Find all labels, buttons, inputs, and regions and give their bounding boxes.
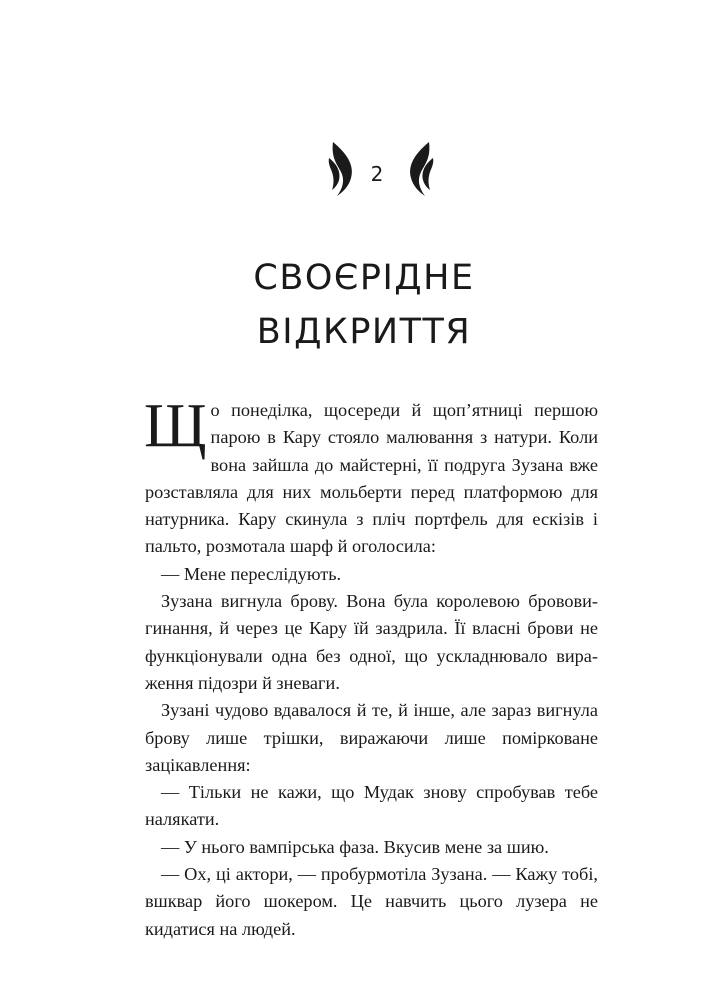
paragraph-2: — Мене переслідують.	[161, 563, 342, 584]
chapter-body-text	[144, 392, 598, 943]
chapter-heading-mark	[0, 138, 728, 208]
paragraph-1	[144, 392, 598, 561]
drop-cap: Щ	[144, 392, 207, 460]
left-flame-ornament-icon	[325, 138, 365, 198]
paragraph-5: — Тільки не кажи, що Мудак знову спробував тебе налякати.	[145, 782, 598, 830]
chapter-title	[0, 251, 728, 359]
chapter-title-line-1: СВОЄРІДНЕ	[253, 258, 475, 299]
chapter-number: 2	[370, 162, 384, 186]
paragraph-7: — Ох, ці актори, — пробурмотіла Зузана. — Кажу тобі, вшквар його шокером. Це навчить цього лузера не кидатися на людей.	[145, 864, 598, 939]
paragraph-1-text: о понеділка, щосереди й щоп’ятниці першою парою в Кару стояло малювання з натури. Коли вона зайшла до майстерні, її подруга Зузана вже розставляла для них мольберти перед платформою для натурника. Кару скинула з пліч портфель для ескізів і пальто, розмотала шарф й оголосила:	[145, 400, 598, 557]
right-flame-ornament-icon	[397, 138, 437, 198]
paragraph-6: — У нього вампірська фаза. Вкусив мене за шию.	[161, 836, 549, 857]
chapter-title-line-2: ВІДКРИТТЯ	[256, 312, 472, 353]
paragraph-4: Зузані чудово вдавалося й те, й інше, але зараз вигнула брову лише трішки, виражаючи лише помірковане зацікавлення:	[145, 700, 598, 775]
paragraph-3: Зузана вигнула брову. Вона була королевою брововигинання, й через це Кару їй заздрила. Її власні брови не функціонували одна без одної, що ускладнювало вираження підозри й зневаги.	[145, 591, 598, 693]
